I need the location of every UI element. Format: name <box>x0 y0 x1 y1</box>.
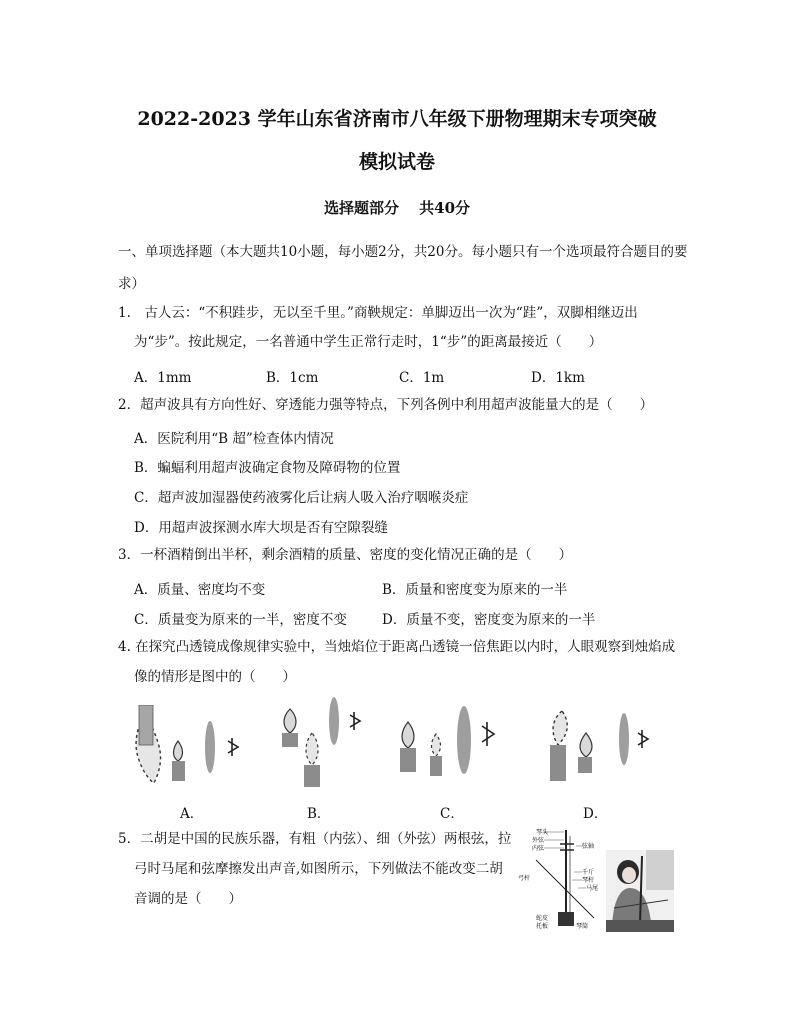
q2-option-b: B．蝙蝠利用超声波确定食物及障碍物的位置 <box>134 460 401 476</box>
q4-option-c: C． <box>440 806 464 822</box>
q4-diagram-c <box>394 702 514 790</box>
q4-option-b: B． <box>307 806 331 822</box>
candle-flame-icon <box>174 741 183 761</box>
candle-icon <box>400 748 416 772</box>
candle-icon <box>172 761 185 781</box>
q1-option-a: A．1mm <box>134 370 192 386</box>
q2-stem: 2．超声波具有方向性好、穿透能力强等特点，下列各例中利用超声波能量大的是（ ） <box>118 397 654 413</box>
q2-option-a: A．医院利用“B 超”检查体内情况 <box>134 431 334 447</box>
q4-diagram-a <box>128 705 248 790</box>
convex-lens-icon <box>205 721 215 773</box>
label-tuoban: 托板 <box>536 923 549 930</box>
q4-option-a: A． <box>180 806 204 822</box>
q4-option-d: D． <box>583 806 608 822</box>
q2-option-c: C．超声波加湿器使药液雾化后让病人吸入治疗咽喉炎症 <box>134 490 469 506</box>
label-waixian: 外弦 <box>532 837 545 844</box>
label-qintou: 琴头 <box>536 829 549 836</box>
label-gonggan: 弓杆 <box>518 875 531 882</box>
q1-option-c: C．1m <box>399 370 445 386</box>
eye-icon <box>482 722 494 746</box>
q2-option-d: D．用超声波探测水库大坝是否有空隙裂缝 <box>134 520 388 536</box>
eye-icon <box>638 730 648 748</box>
image-candle-icon <box>430 756 442 776</box>
eye-icon <box>350 712 360 730</box>
image-candle-icon <box>550 745 566 781</box>
label-qianjin: 千斤 <box>582 869 595 876</box>
q1-stem-line-2: 为“步”。按此规定，一名普通中学生正常行走时，1“步”的距离最接近（ ） <box>134 334 603 350</box>
q1-option-d: D．1km <box>531 370 585 386</box>
candle-flame-icon <box>306 733 318 765</box>
part-one-intro-line-1: 一、单项选择题（本大题共10小题，每小题2分，共20分。每小题只有一个选项最符合题目的要 <box>118 244 688 260</box>
label-shepi: 蛇皮 <box>536 915 549 922</box>
convex-lens-icon <box>329 697 339 745</box>
q5-stem-line-1: 5．二胡是中国的民族乐器，有粗（内弦）、细（外弦）两根弦，拉 <box>118 831 512 847</box>
q1-option-b: B．1cm <box>266 370 319 386</box>
candle-icon <box>304 765 320 787</box>
image-flame-icon <box>284 709 296 733</box>
q3-option-b: B．质量和密度变为原来的一半 <box>382 582 568 598</box>
q4-stem-line-1: 4. 在探究凸透镜成像规律实验中，当烛焰位于距离凸透镜一倍焦距以内时，人眼观察到烛焰成 <box>118 639 676 655</box>
image-candle-icon <box>139 705 153 745</box>
convex-lens-icon <box>457 706 471 774</box>
q5-stem-line-3: 音调的是（ ） <box>134 891 242 907</box>
document-title-line-2: 模拟试卷 <box>358 151 435 173</box>
label-neixian: 内弦 <box>532 845 545 852</box>
q3-option-d: D．质量不变，密度变为原来的一半 <box>382 612 596 628</box>
q3-stem: 3．一杯酒精倒出半杯，剩余酒精的质量、密度的变化情况正确的是（ ） <box>118 547 573 563</box>
document-title-line-1: 2022-2023 学年山东省济南市八年级下册物理期末专项突破 <box>137 108 657 130</box>
erhu-player-photo <box>606 850 674 932</box>
convex-lens-icon <box>619 713 629 765</box>
q3-option-c: C．质量变为原来的一半，密度不变 <box>134 612 347 628</box>
q1-stem-line-1: 1. 古人云：“不积跬步，无以至千里。”商鞅规定：单脚迈出一次为“跬”，双脚相继迈出 <box>118 305 638 321</box>
label-mawei: 马尾 <box>586 885 599 892</box>
image-flame-icon <box>432 734 441 756</box>
label-xianzhou: 弦轴 <box>582 843 595 850</box>
candle-flame-icon <box>580 733 592 757</box>
candle-flame-icon <box>402 722 414 748</box>
q4-stem-line-2: 像的情形是图中的（ ） <box>134 669 296 685</box>
erhu-diagram <box>516 826 608 930</box>
q4-diagram-b <box>272 695 382 790</box>
eye-icon <box>228 738 238 756</box>
section-heading: 选择题部分 共40分 <box>323 199 471 217</box>
part-one-intro-line-2: 求） <box>118 276 145 292</box>
q5-stem-line-2: 弓时马尾和弦摩擦发出声音,如图所示，下列做法不能改变二胡 <box>134 861 503 877</box>
image-candle-icon <box>282 733 298 747</box>
candle-icon <box>578 757 592 773</box>
label-qingan: 琴杆 <box>582 877 595 884</box>
q3-option-a: A．质量、密度均不变 <box>134 582 266 598</box>
label-qintong: 琴筒 <box>576 923 589 930</box>
image-flame-icon <box>553 711 567 745</box>
q4-diagram-d <box>540 705 660 790</box>
